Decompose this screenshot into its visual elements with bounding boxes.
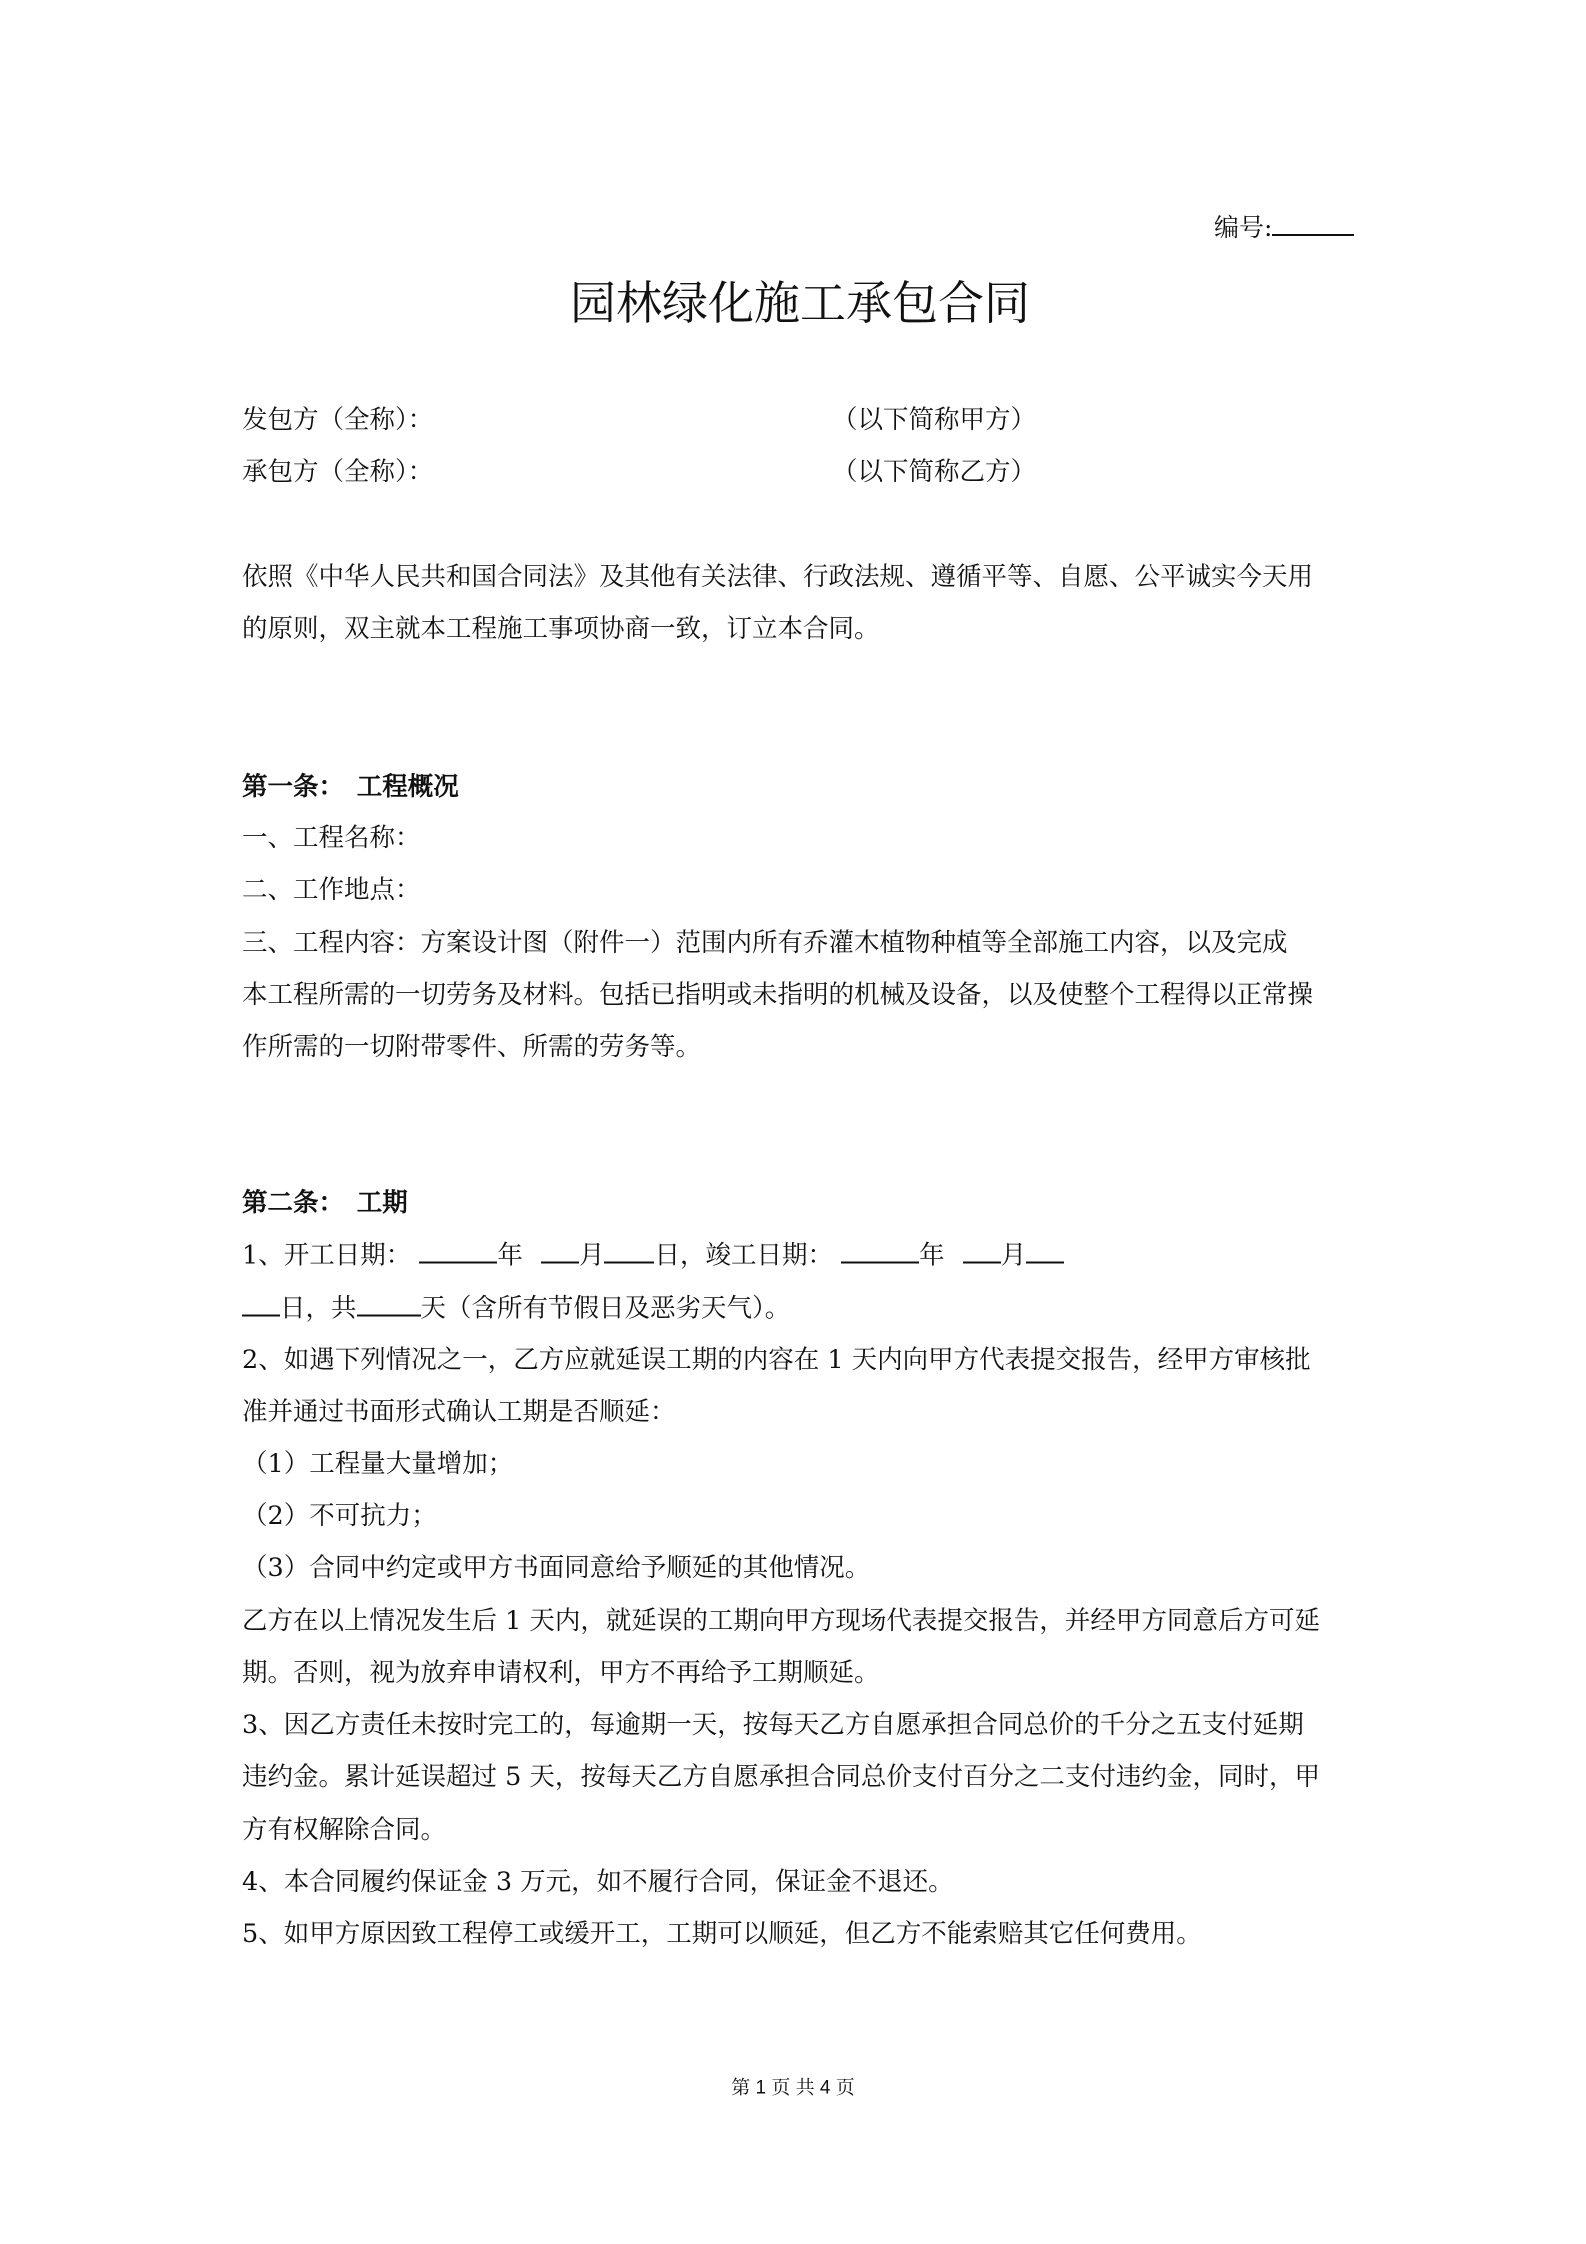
contract-number-blank [1272,212,1354,236]
end-day-blank [242,1293,280,1317]
article2-line: 2、如遇下列情况之一，乙方应就延误工期的内容在 1 天内向甲方代表提交报告，经甲方审核批 [242,1345,1311,1375]
article2-line: 5、如甲方原因致工程停工或缓开工，工期可以顺延，但乙方不能索赔其它任何费用。 [242,1919,1202,1949]
preamble-line: 依照《中华人民共和国合同法》及其他有关法律、行政法规、遵循平等、自愿、公平诚实今天用 [242,562,1314,592]
article2-line: 4、本合同履约保证金 3 万元，如不履行合同，保证金不退还。 [242,1867,954,1897]
end-year-blank [841,1240,919,1264]
year-label: 年 [497,1240,523,1271]
article1-line: 本工程所需的一切劳务及材料。包括已指明或未指明的机械及设备，以及使整个工程得以正常操 [242,980,1314,1010]
article2-line: 3、因乙方责任未按时完工的，每逾期一天，按每天乙方自愿承担合同总价的千分之五支付延期 [242,1710,1304,1740]
article2-line: （3）合同中约定或甲方书面同意给予顺延的其他情况。 [242,1553,871,1583]
start-date-label: 1、开工日期： [242,1240,412,1271]
article2-line: 违约金。累计延误超过 5 天，按每天乙方自愿承担合同总价支付百分之二支付违约金，同时，甲 [242,1762,1320,1792]
month-label: 月 [578,1240,605,1271]
end-month-blank [963,1240,1001,1264]
contract-number [1214,208,1354,244]
party-b-label: 承包方（全称）： [242,457,434,487]
article1-line: 二、工作地点： [242,875,421,905]
party-b-alias: （以下简称乙方） [832,457,1037,487]
article2-line: 期。否则，视为放弃申请权利，甲方不再给予工期顺延。 [242,1658,880,1688]
article2-line: （1）工程量大量增加； [242,1449,514,1479]
preamble-line: 的原则，双主就本工程施工事项协商一致，订立本合同。 [242,614,880,644]
page-number: 第 1 页 共 4 页 [731,2077,855,2099]
end-date-label: 日，竣工日期： [654,1240,833,1271]
party-b-line [242,457,433,487]
start-year-blank [419,1240,497,1264]
schedule-date-line [242,1240,1064,1271]
article2-line: 准并通过书面形式确认工期是否顺延： [242,1397,676,1427]
year-label: 年 [919,1240,945,1271]
start-day-blank [604,1240,654,1264]
article2-line: （2）不可抗力； [242,1501,437,1531]
party-a-label: 发包方（全称）： [242,405,434,435]
contract-number-label: 编号: [1214,213,1273,242]
article2-line: 乙方在以上情况发生后 1 天内，就延误的工期向甲方现场代表提交报告，并经甲方同意后方可延 [242,1606,1320,1636]
article2-line: 方有权解除合同。 [242,1815,447,1845]
article2-heading: 第二条： 工期 [242,1188,408,1218]
party-a-alias: （以下简称甲方） [832,405,1037,435]
document-title: 园林绿化施工承包合同 [570,276,1030,330]
start-month-blank [541,1240,579,1264]
total-days-blank [357,1293,421,1317]
party-a-line [242,405,433,435]
day-label: 日，共 [280,1293,357,1324]
article1-line: 三、工程内容：方案设计图（附件一）范围内所有乔灌木植物种植等全部施工内容，以及完成 [242,928,1288,958]
article1-heading: 第一条： 工程概况 [242,772,459,802]
schedule-duration-line [242,1293,790,1324]
month-label: 月 [1000,1240,1027,1271]
end-day-blank [1026,1240,1064,1264]
article1-line: 作所需的一切附带零件、所需的劳务等。 [242,1032,702,1062]
days-suffix: 天（含所有节假日及恶劣天气）。 [420,1293,791,1324]
article1-line: 一、工程名称： [242,823,421,853]
